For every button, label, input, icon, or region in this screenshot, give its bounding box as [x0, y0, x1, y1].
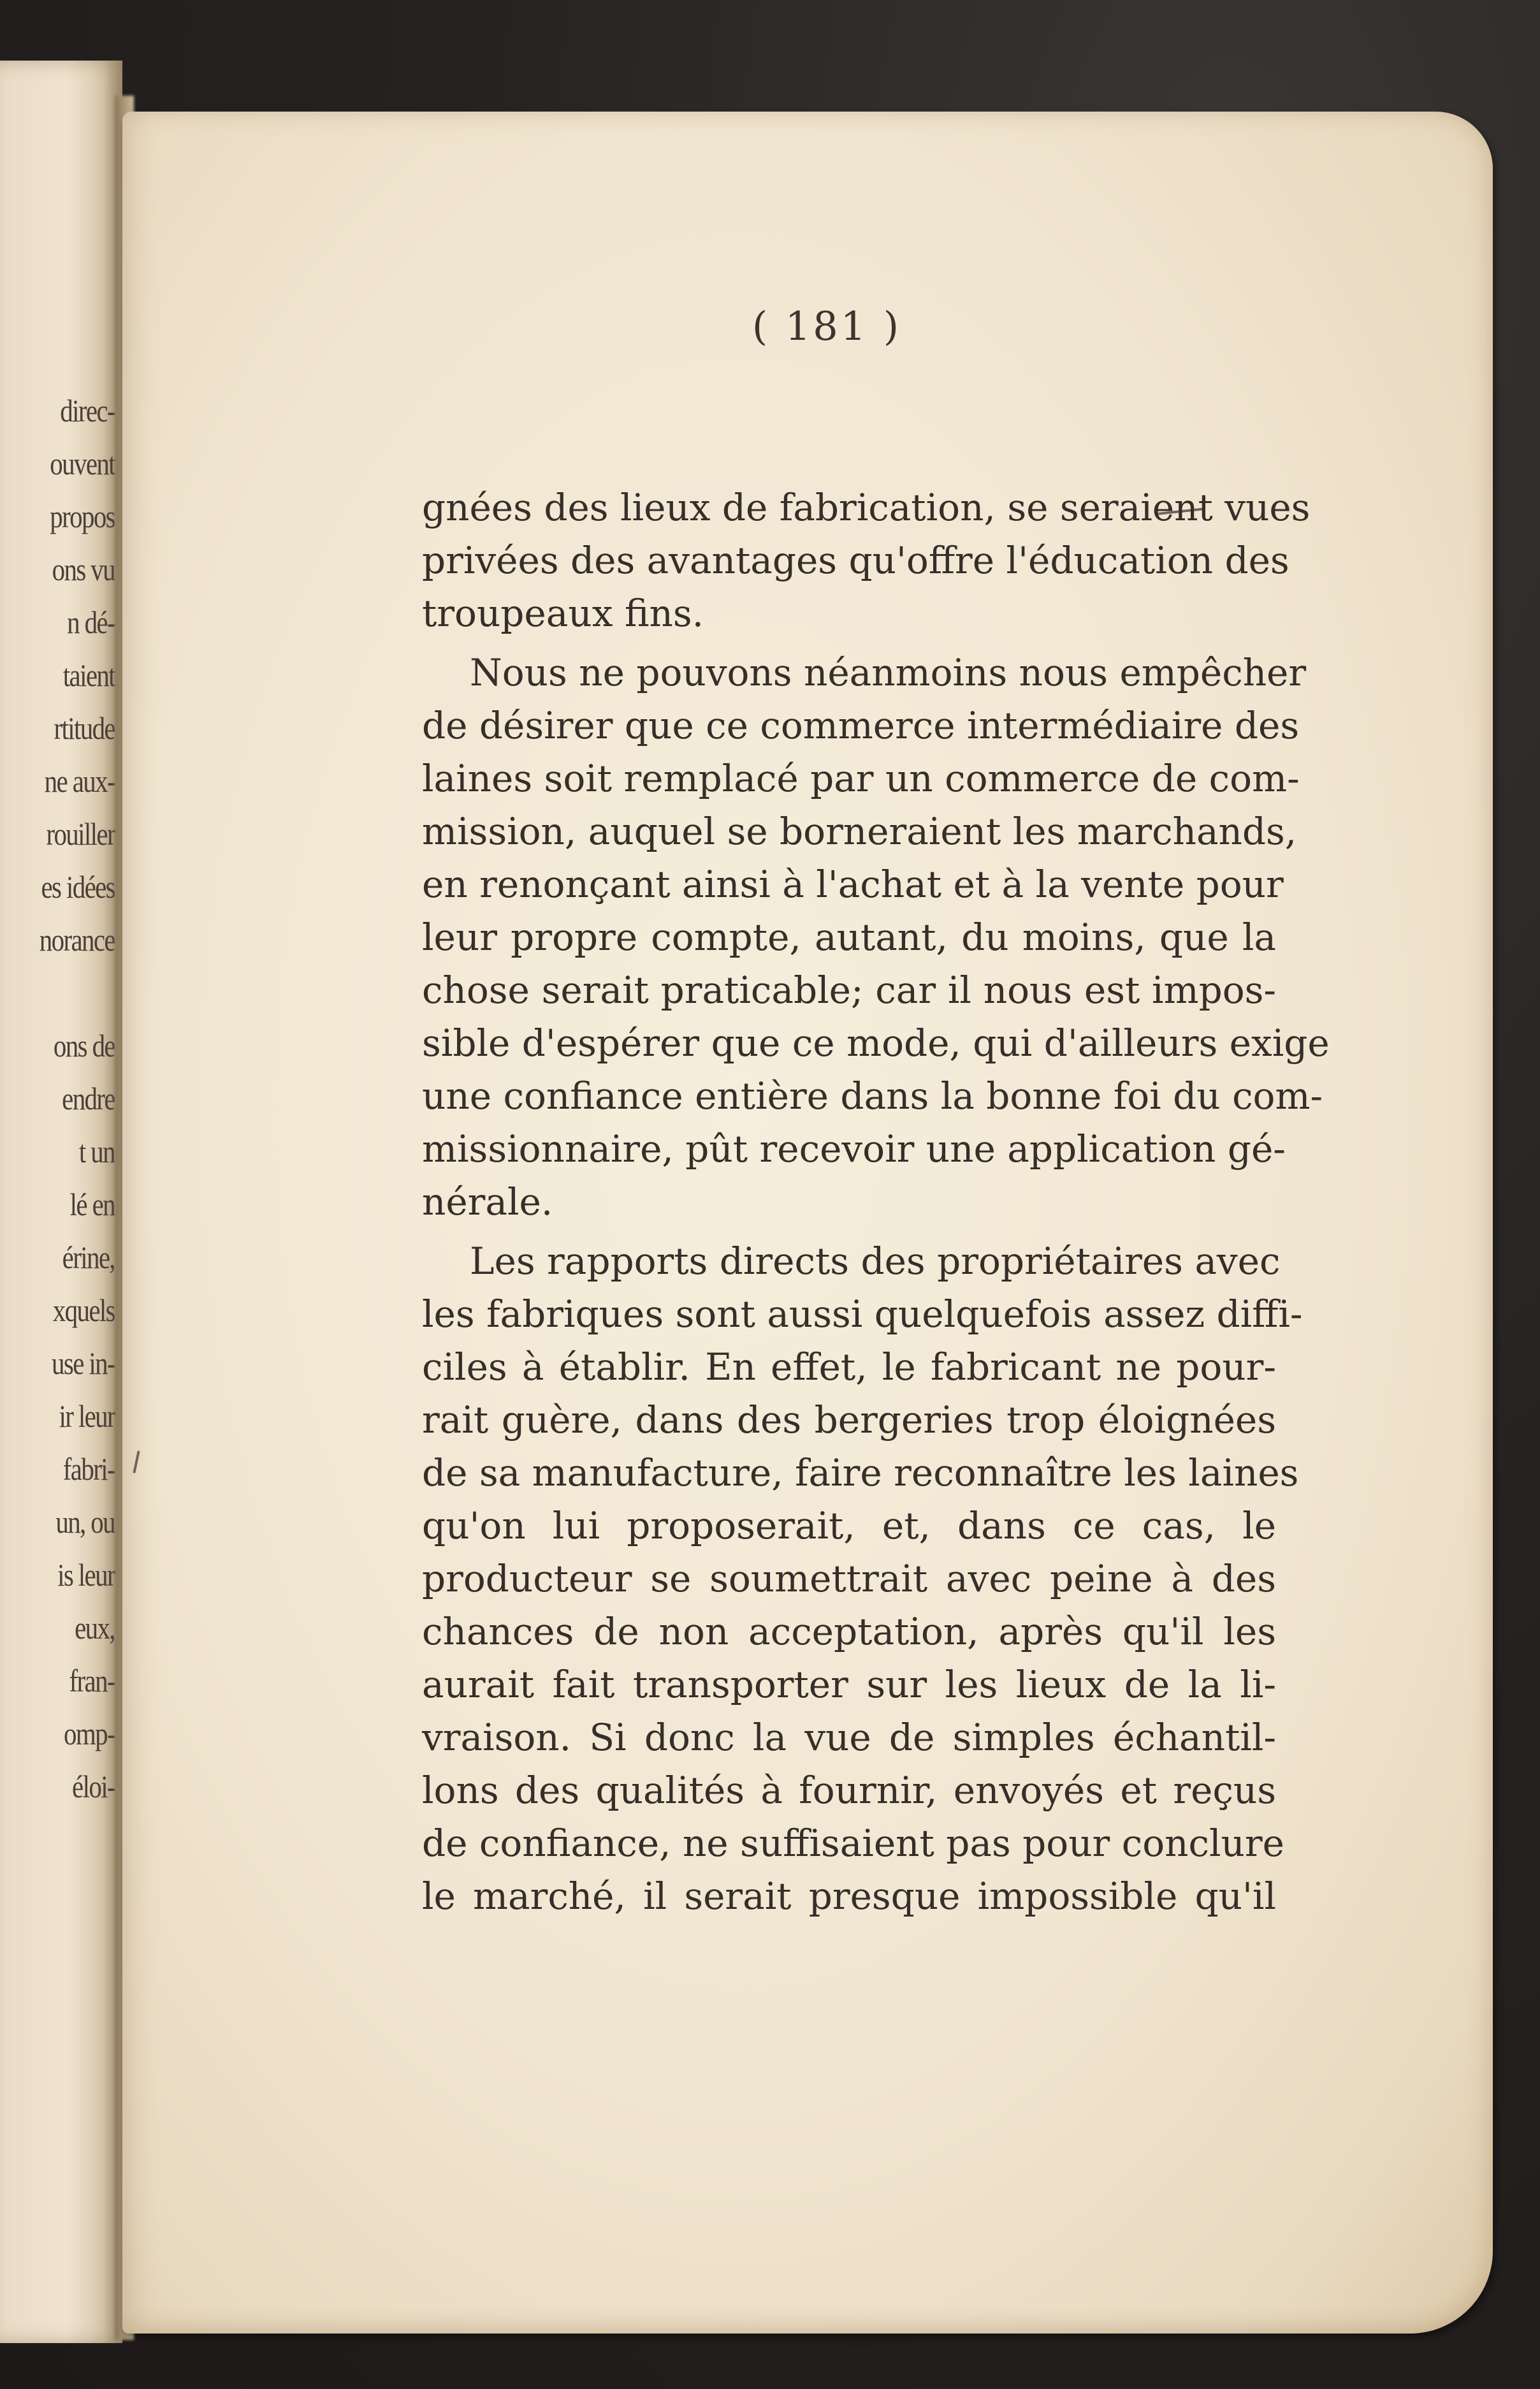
- left-fragment: fran-: [69, 1663, 115, 1699]
- body-text: [422, 481, 1330, 1923]
- text-line: Nous ne pouvons néanmoins nous empêcher: [470, 651, 1307, 694]
- book-page: [122, 112, 1493, 2334]
- left-fragment: rtitude: [54, 710, 115, 746]
- left-fragment: is leur: [57, 1557, 115, 1593]
- text-line: mission, auquel se borneraient les marchands,: [422, 810, 1297, 853]
- text-line: vraison. Si donc la vue de simples échantil-: [422, 1716, 1276, 1759]
- text-line: laines soit remplacé par un commerce de com-: [422, 757, 1300, 800]
- text-line: chose serait praticable; car il nous est impos-: [422, 968, 1276, 1012]
- text-line: missionnaire, pût recevoir une application gé-: [422, 1127, 1286, 1171]
- left-fragment: xquels: [52, 1292, 115, 1328]
- left-fragment: ons vu: [52, 552, 115, 587]
- left-fragment: es idées: [41, 869, 115, 905]
- text-line: les fabriques sont aussi quelquefois assez diffi-: [422, 1292, 1303, 1336]
- left-fragment: ouvent: [50, 446, 115, 481]
- text-line: de sa manufacture, faire reconnaître les laines: [422, 1451, 1299, 1494]
- left-fragment: use in-: [52, 1345, 115, 1381]
- text-line: troupeaux fins.: [422, 592, 704, 635]
- left-fragment: érine,: [62, 1239, 115, 1275]
- left-fragment: n dé-: [67, 604, 115, 640]
- left-fragment: direc-: [60, 393, 115, 428]
- text-line: aurait fait transporter sur les lieux de la li-: [422, 1663, 1276, 1706]
- left-fragment: ons de: [53, 1028, 115, 1063]
- text-line: sible d'espérer que ce mode, qui d'ailleurs exige: [422, 1021, 1330, 1065]
- text-line: qu'on lui proposerait, et, dans ce cas, le: [422, 1504, 1276, 1547]
- ink-mark: [133, 1450, 140, 1473]
- left-fragment: un, ou: [55, 1504, 115, 1540]
- text-line: ciles à établir. En effet, le fabricant ne pour-: [422, 1345, 1276, 1389]
- left-fragment: lé en: [69, 1187, 115, 1222]
- left-fragment: taient: [62, 657, 115, 693]
- text-line: une confiance entière dans la bonne foi du com-: [422, 1074, 1323, 1118]
- text-line: rait guère, dans des bergeries trop éloignées: [422, 1398, 1276, 1442]
- left-fragment: fabri-: [62, 1451, 115, 1487]
- left-fragment: ne aux-: [44, 763, 115, 799]
- text-line: en renonçant ainsi à l'achat et à la vente pour: [422, 863, 1284, 906]
- left-fragment: éloi-: [72, 1769, 115, 1804]
- left-fragment: propos: [50, 499, 115, 534]
- left-fragment: ir leur: [59, 1398, 115, 1434]
- text-line: le marché, il serait presque impossible qu'il: [422, 1874, 1276, 1918]
- text-line: producteur se soumettrait avec peine à des: [422, 1557, 1276, 1600]
- text-line: Les rapports directs des propriétaires avec: [470, 1239, 1281, 1283]
- text-line: lons des qualités à fournir, envoyés et reçus: [422, 1769, 1276, 1812]
- page-number: ( 181 ): [752, 303, 902, 349]
- left-fragment: t un: [78, 1134, 115, 1169]
- text-line: leur propre compte, autant, du moins, que la: [422, 916, 1276, 959]
- previous-page-fragment: [0, 61, 122, 2343]
- text-line: nérale.: [422, 1180, 553, 1224]
- left-fragment: endre: [62, 1081, 115, 1116]
- left-fragment: omp-: [64, 1716, 115, 1751]
- left-fragment: rouiller: [46, 816, 115, 852]
- left-fragment: norance: [39, 922, 115, 958]
- text-line: de désirer que ce commerce intermédiaire des: [422, 704, 1300, 747]
- left-fragment: eux,: [75, 1610, 115, 1646]
- text-line: chances de non acceptation, après qu'il les: [422, 1610, 1276, 1653]
- text-line: de confiance, ne suffisaient pas pour conclure: [422, 1822, 1284, 1865]
- text-line: privées des avantages qu'offre l'éducation des: [422, 539, 1289, 582]
- text-line: gnées des lieux de fabrication, se seraient vues: [422, 486, 1311, 529]
